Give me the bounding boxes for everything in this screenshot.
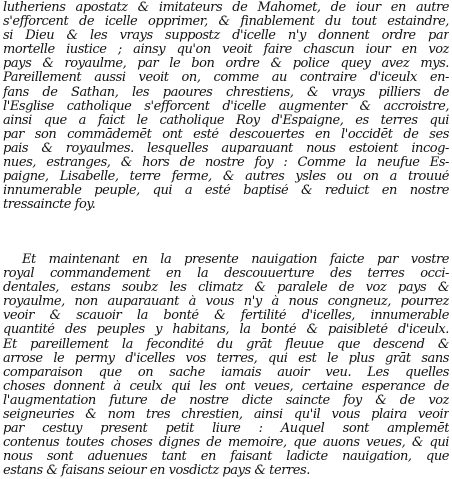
text-line: arrose le permy d'icelles vos terres, qui est le plus grāt sans bbox=[3, 351, 449, 366]
text-line: estans & faisans seiour en vosdictz pays & terres. bbox=[3, 464, 310, 479]
text-line: Pareillement aussi veoit on, comme au contraire d'iceulx en- bbox=[3, 71, 449, 86]
text-line: ainsi que a faict le catholique Roy d'Espaigne, es terres qui bbox=[3, 113, 449, 128]
text-line: dentales, estans soubz les climatz & paralele de voz pays & bbox=[3, 281, 449, 296]
text-line: nous sont aduenues tant en faisant ladicte nauigation, que bbox=[3, 450, 449, 465]
text-line: s'efforcent de icelle opprimer, & finablement du tout estaindre, bbox=[3, 15, 449, 30]
text-line: l'augmentation future de nostre dicte saincte foy & de voz bbox=[3, 393, 449, 408]
text-line: l'Esglise catholique s'efforcent d'icelle augmenter & accroistre, bbox=[3, 99, 449, 114]
text-line: paigne, Lisabelle, terre ferme, & autres ysles ou on a trouué bbox=[3, 170, 449, 185]
text-line: mortelle iustice ; ainsy qu'on veoit faire chascun iour en voz bbox=[3, 43, 449, 58]
text-line: royaulme, non auparauant à vous n'y à nous congneuz, pourrez bbox=[3, 295, 449, 310]
text-line: tressaincte foy. bbox=[3, 198, 96, 213]
text-line: pais & royaulmes. lesquelles auparauant nous estoient incog- bbox=[3, 141, 449, 156]
text-line: par cestuy present petit liure : Auquel sont amplemēt bbox=[3, 422, 449, 437]
text-line: innumerable peuple, qui a esté baptisé & reduict en nostre bbox=[3, 184, 449, 199]
paragraph-1 bbox=[0, 1, 449, 212]
text-line: Et pareillement la fecondité du grāt fleuue que descend & bbox=[3, 337, 449, 352]
text-line: lutheriens apostatz & imitateurs de Mahomet, de iour en autre bbox=[3, 1, 449, 15]
text-line: nues, estranges, & hors de nostre foy : Comme la neufue Es- bbox=[3, 156, 449, 171]
text-line: choses donnent à ceulx qui les ont veues, certaine esperance de bbox=[3, 379, 449, 394]
text-line: contenus toutes choses dignes de memoire, que auons veues, & qui bbox=[3, 436, 449, 451]
text-line: seigneuries & nom tres chrestien, ainsi qu'il vous plaira veoir bbox=[3, 408, 449, 423]
text-line: quantité des peuples y habitans, la bonté & paisibleté d'iceulx. bbox=[3, 323, 449, 338]
text-line: si Dieu & les vrays suppostz d'icelle n'y donnent ordre par bbox=[3, 29, 449, 44]
text-line: royal commandement en la descouuerture des terres occi- bbox=[3, 267, 449, 282]
text-line: par son commādemēt ont esté descouertes en l'occidēt de ses bbox=[3, 127, 449, 142]
text-line: Et maintenant en la presente nauigation faicte par vostre bbox=[22, 253, 449, 267]
text-line: pays & royaulme, par le bon ordre & police quey avez mys. bbox=[3, 57, 449, 72]
text-line: fans de Sathan, les paoures chrestiens, & vrays pilliers de bbox=[3, 85, 449, 100]
paragraph-2 bbox=[0, 253, 449, 479]
text-line: veoir & scauoir la bonté & fertilité d'icelles, innumerable bbox=[3, 309, 449, 324]
text-line: comparaison que on sache iamais auoir veu. Les quelles bbox=[3, 365, 449, 380]
